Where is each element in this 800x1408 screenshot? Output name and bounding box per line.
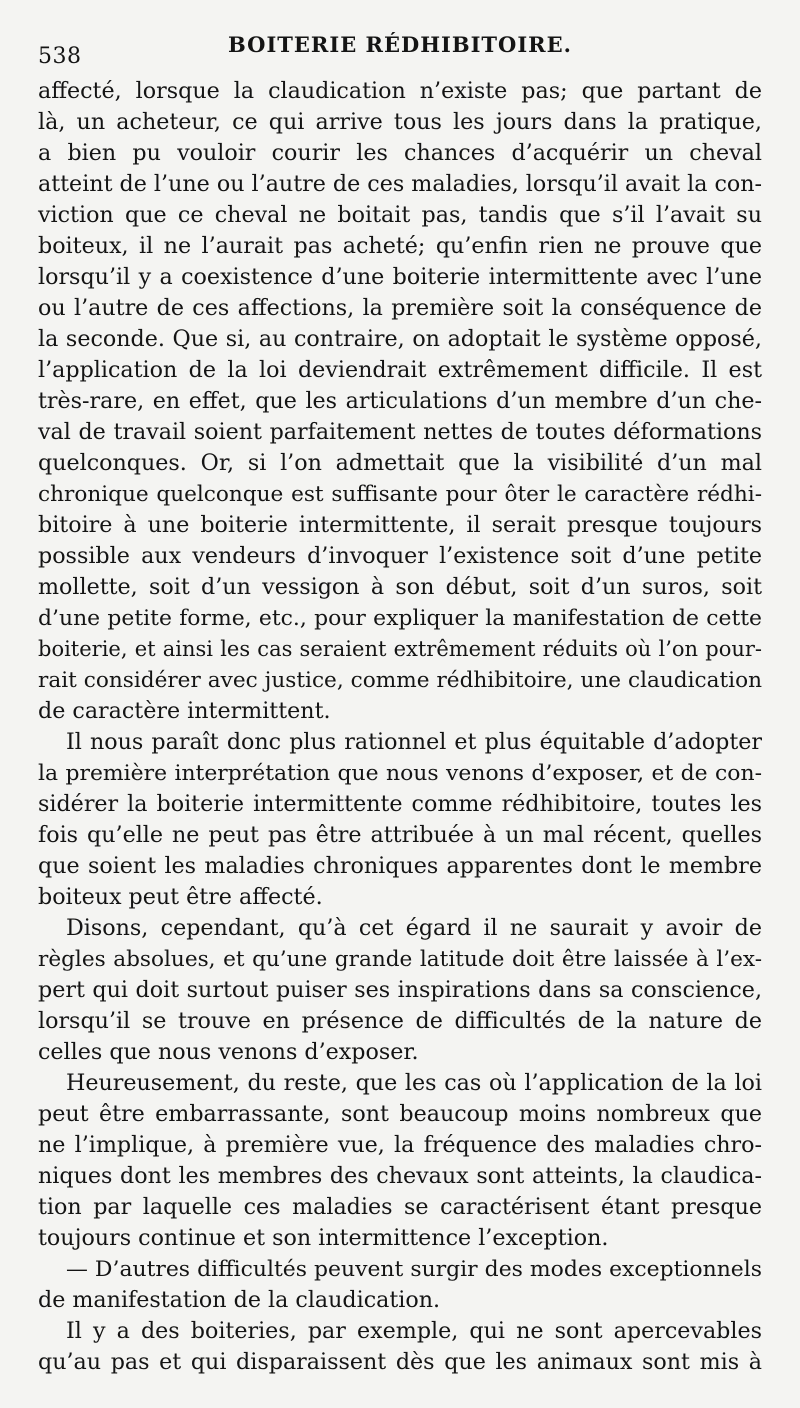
text-line: l’application de la loi deviendrait extrêmement difficile. Il est <box>38 357 762 383</box>
text-line: Disons, cependant, qu’à cet égard il ne saurait y avoir de <box>66 915 762 941</box>
text-line: — D’autres difficultés peuvent surgir des modes exceptionnels <box>66 1257 762 1282</box>
text-line: pert qui doit surtout puiser ses inspirations dans sa conscience, <box>38 977 762 1003</box>
text-line: viction que ce cheval ne boitait pas, tandis que s’il l’avait su <box>38 202 762 228</box>
text-line: boiteux, il ne l’aurait pas acheté; qu’enfin rien ne prouve que <box>38 233 762 259</box>
text-line: règles absolues, et qu’une grande latitude doit être laissée à l’ex- <box>38 947 762 972</box>
text-line: ou l’autre de ces affections, la première soit la conséquence de <box>38 295 762 321</box>
text-line: la première interprétation que nous venons d’exposer, et de con- <box>38 761 762 786</box>
text-line: très-rare, en effet, que les articulations d’un membre d’un che- <box>38 388 762 414</box>
text-line: rait considérer avec justice, comme rédhibitoire, une claudication <box>38 668 762 693</box>
text-line: a bien pu vouloir courir les chances d’acquérir un cheval <box>38 140 762 166</box>
text-line: val de travail soient parfaitement nettes de toutes déformations <box>38 419 762 445</box>
text-line: bitoire à une boiterie intermittente, il serait presque toujours <box>38 512 762 538</box>
text-line: d’une petite forme, etc., pour expliquer la manifestation de cette <box>38 606 762 631</box>
text-line: ne l’implique, à première vue, la fréquence des maladies chro- <box>38 1132 762 1158</box>
text-line: Il nous paraît donc plus rationnel et plus équitable d’adopter <box>66 729 762 755</box>
text-line: possible aux vendeurs d’invoquer l’existence soit d’une petite <box>38 543 762 569</box>
text-line: lorsqu’il y a coexistence d’une boiterie intermittente avec l’une <box>38 264 762 290</box>
page-number: 538 <box>38 44 82 69</box>
text-line: quelconques. Or, si l’on admettait que la visibilité d’un mal <box>38 450 762 476</box>
text-line: de caractère intermittent. <box>38 698 331 724</box>
text-line: affecté, lorsque la claudication n’existe pas; que partant de <box>38 78 762 104</box>
text-line: chronique quelconque est suffisante pour ôter le caractère rédhi- <box>38 482 762 507</box>
text-line: boiterie, et ainsi les cas seraient extrêmement réduits où l’on pour- <box>38 637 762 661</box>
text-line: la seconde. Que si, au contraire, on adoptait le système opposé, <box>38 326 762 352</box>
text-line: mollette, soit d’un vessigon à son début, soit d’un suros, soit <box>38 574 762 600</box>
text-line: boiteux peut être affecté. <box>38 884 323 910</box>
body-text <box>38 76 762 1378</box>
text-line: toujours continue et son intermittence l’exception. <box>38 1225 609 1251</box>
text-line: celles que nous venons d’exposer. <box>38 1039 419 1065</box>
text-line: Heureusement, du reste, que les cas où l’application de la loi <box>66 1070 762 1096</box>
running-title: BOITERIE RÉDHIBITOIRE. <box>228 32 572 57</box>
text-line: fois qu’elle ne peut pas être attribuée à un mal récent, quelles <box>38 822 762 848</box>
text-line: que soient les maladies chroniques apparentes dont le membre <box>38 853 762 879</box>
text-line: atteint de l’une ou l’autre de ces maladies, lorsqu’il avait la con- <box>38 171 763 197</box>
text-line: qu’au pas et qui disparaissent dès que les animaux sont mis à <box>38 1349 762 1375</box>
text-line: là, un acheteur, ce qui arrive tous les jours dans la pratique, <box>38 109 762 135</box>
text-line: tion par laquelle ces maladies se caractérisent étant presque <box>38 1194 762 1220</box>
text-line: de manifestation de la claudication. <box>38 1287 441 1313</box>
text-line: Il y a des boiteries, par exemple, qui ne sont apercevables <box>66 1318 762 1344</box>
text-line: peut être embarrassante, sont beaucoup moins nombreux que <box>38 1101 762 1127</box>
text-line: sidérer la boiterie intermittente comme rédhibitoire, toutes les <box>38 791 762 817</box>
running-head <box>38 30 762 69</box>
text-line: lorsqu’il se trouve en présence de difficultés de la nature de <box>38 1008 762 1034</box>
text-line: niques dont les membres des chevaux sont atteints, la claudica- <box>38 1163 762 1189</box>
